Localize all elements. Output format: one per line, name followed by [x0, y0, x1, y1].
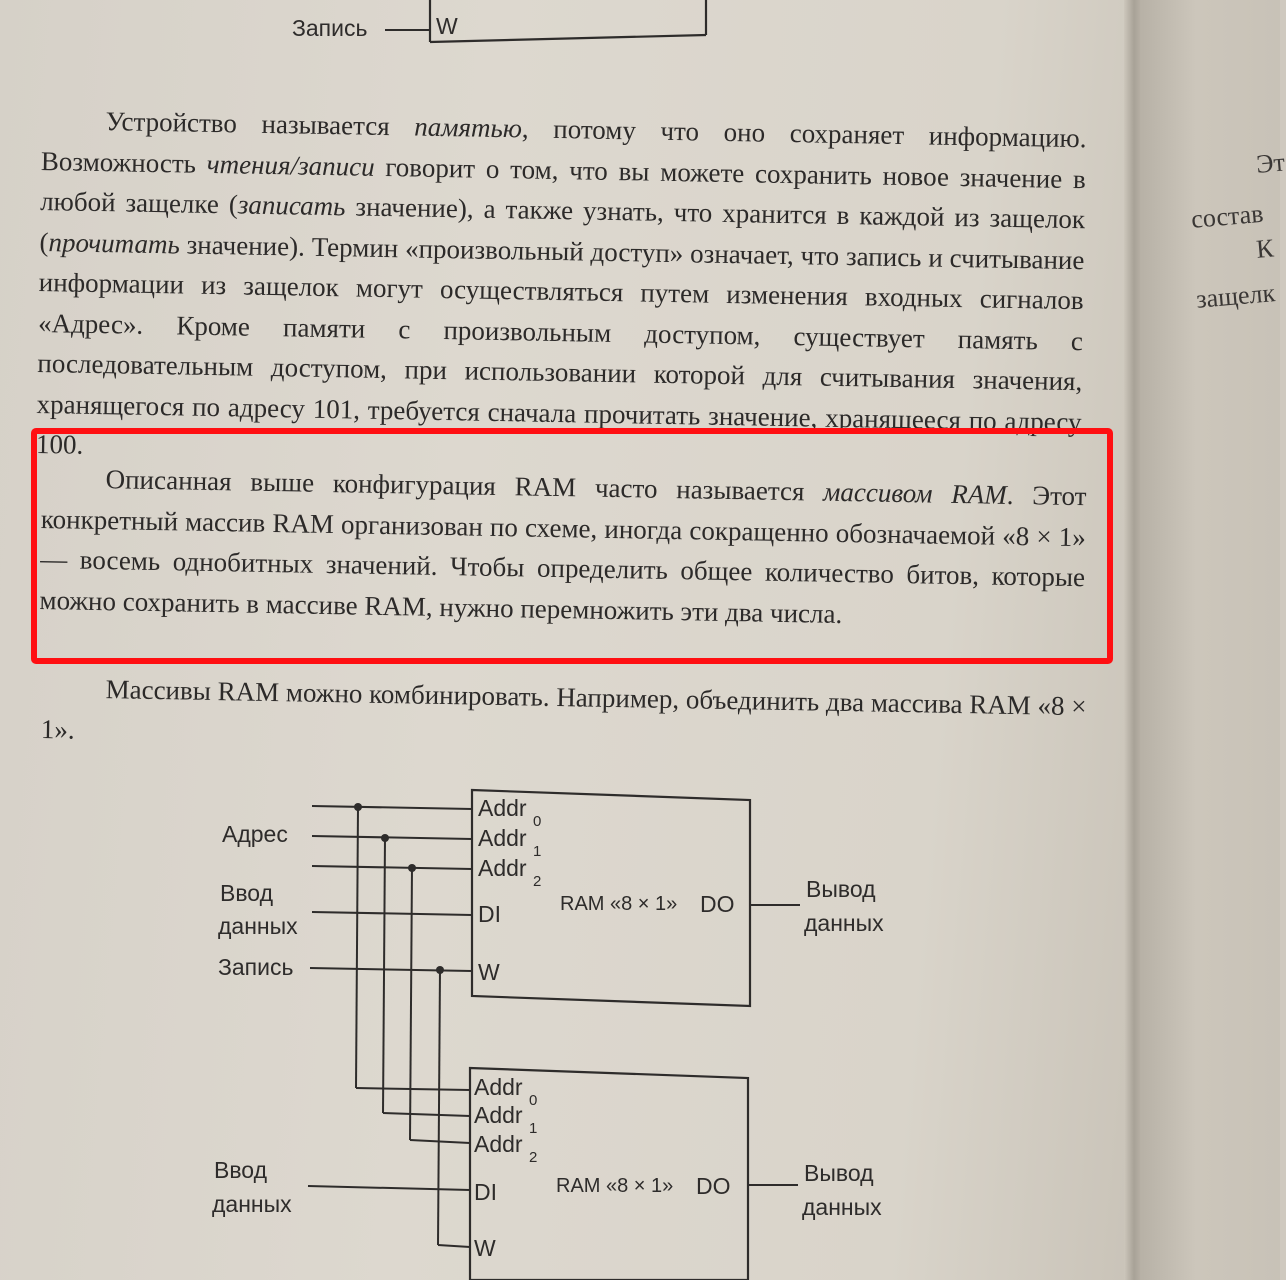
data-out-label-lower-1: Вывод: [804, 1160, 874, 1186]
addr1-sub-lower: 1: [529, 1120, 538, 1137]
addr0-pin-lower: Addr: [474, 1074, 523, 1100]
write-label-top: Запись: [292, 15, 368, 41]
do-pin-lower: DO: [696, 1173, 731, 1199]
facing-page-text-4: защелк: [1195, 278, 1277, 314]
write-label: Запись: [218, 954, 294, 980]
para2-emph-1: массивом RAM: [822, 476, 1008, 510]
do-pin-upper: DO: [700, 891, 735, 917]
facing-page: [1140, 0, 1280, 1280]
chip-name-upper: RAM «8 × 1»: [560, 893, 678, 915]
addr1-pin-upper: Addr: [478, 825, 527, 851]
para2-text-2: . Этот конкретный массив RAM организован по схеме, иногда сокращенно обозначаемой «8 × 1» — восемь однобитных значений. Чтобы определить общее количество битов, которые можно сохранить в массиве RAM, нужно перемножить эти два числа.: [39, 479, 1087, 629]
addr0-sub-upper: 0: [533, 813, 542, 830]
facing-page-text-3: К: [1255, 233, 1275, 264]
di-pin-lower: DI: [474, 1179, 497, 1205]
data-in-label-lower-1: Ввод: [214, 1157, 268, 1183]
para1-emph-1: памятью: [414, 111, 523, 144]
w-pin-top: W: [436, 13, 458, 39]
addr2-sub-lower: 2: [529, 1149, 538, 1166]
data-in-label-upper-2: данных: [218, 913, 298, 939]
di-pin-upper: DI: [478, 901, 501, 927]
addr2-pin-upper: Addr: [478, 855, 527, 881]
para1-emph-3: записать: [237, 189, 346, 222]
para1-text-5: значение). Термин «произвольный доступ» означает, что запись и считывание информации из защелок могут осуществляться путем изменения входных сигналов «Адрес». Кроме памяти с произвольным доступом, существует память с последовательным доступом, при использовании которой для считывания значения, хранящегося по адресу 101, требуется сначала прочитать значение, хранящееся по адресу 100.: [35, 228, 1085, 460]
data-out-label-upper-1: Вывод: [806, 876, 876, 902]
data-in-label-lower-2: данных: [212, 1191, 292, 1217]
para1-text-1: Устройство называется: [105, 106, 415, 142]
facing-page-text-1: Эт: [1255, 147, 1286, 179]
paragraph-1: [36, 100, 1087, 483]
addr2-pin-lower: Addr: [474, 1131, 523, 1157]
para1-text-4: значение), а также узнать, что хранится в каждой из защелок (: [39, 191, 1086, 257]
para1-text-2: , потому что оно сохраняет информацию. Возможность: [40, 113, 1087, 179]
para3-text: Массивы RAM можно комбинировать. Например, объединить два массива RAM «8 × 1».: [40, 674, 1087, 745]
data-out-label-upper-2: данных: [804, 910, 884, 936]
chip-name-lower: RAM «8 × 1»: [556, 1175, 674, 1197]
para1-text-3: говорит о том, что вы можете сохранить новое значение в любой защелке (: [39, 151, 1087, 220]
addr0-sub-lower: 0: [529, 1092, 538, 1109]
para1-emph-4: прочитать: [48, 226, 181, 259]
addr1-pin-lower: Addr: [474, 1102, 523, 1128]
addr2-sub-upper: 2: [533, 873, 542, 890]
para1-emph-2: чтения/записи: [206, 148, 375, 182]
w-pin-upper: W: [478, 959, 500, 985]
address-label: Адрес: [222, 821, 288, 847]
addr0-pin-upper: Addr: [478, 795, 527, 821]
data-in-label-upper-1: Ввод: [220, 880, 274, 906]
facing-page-text-2: состав: [1190, 198, 1265, 234]
highlight-rectangle: [31, 428, 1113, 664]
para2-text-1: Описанная выше конфигурация RAM часто называется: [105, 464, 824, 507]
w-pin-lower: W: [474, 1235, 496, 1261]
data-out-label-lower-2: данных: [802, 1194, 882, 1220]
addr1-sub-upper: 1: [533, 843, 542, 860]
